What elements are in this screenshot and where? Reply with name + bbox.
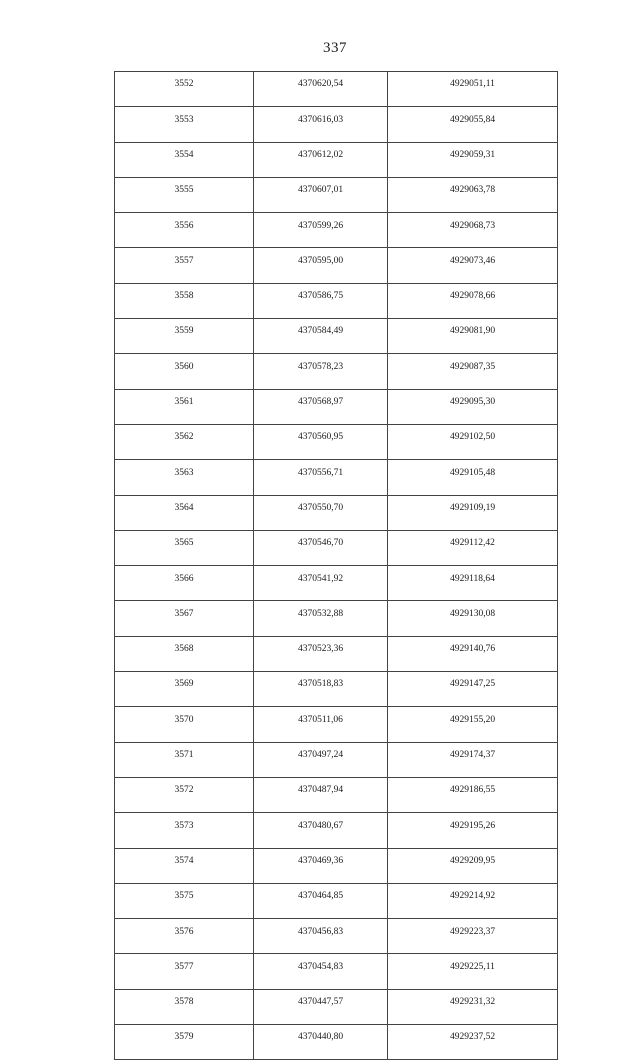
- point-number-cell: 3554: [115, 142, 254, 177]
- point-number-cell: 3565: [115, 530, 254, 565]
- x-coordinate-cell: 4370497,24: [254, 742, 388, 777]
- point-number-cell: 3562: [115, 424, 254, 459]
- x-coordinate-cell: 4370595,00: [254, 248, 388, 283]
- x-coordinate-cell: 4370518,83: [254, 672, 388, 707]
- table-row: [115, 72, 558, 107]
- table-row: [115, 742, 558, 777]
- x-coordinate-cell: 4370586,75: [254, 283, 388, 318]
- point-number-cell: 3556: [115, 213, 254, 248]
- y-coordinate-cell: 4929051,11: [388, 72, 558, 107]
- x-coordinate-cell: 4370616,03: [254, 107, 388, 142]
- table-row: [115, 354, 558, 389]
- point-number-cell: 3568: [115, 636, 254, 671]
- table-row: [115, 954, 558, 989]
- x-coordinate-cell: 4370447,57: [254, 989, 388, 1024]
- y-coordinate-cell: 4929195,26: [388, 813, 558, 848]
- table-row: [115, 530, 558, 565]
- y-coordinate-cell: 4929155,20: [388, 707, 558, 742]
- y-coordinate-cell: 4929078,66: [388, 283, 558, 318]
- y-coordinate-cell: 4929102,50: [388, 424, 558, 459]
- table-row: [115, 142, 558, 177]
- y-coordinate-cell: 4929225,11: [388, 954, 558, 989]
- y-coordinate-cell: 4929112,42: [388, 530, 558, 565]
- x-coordinate-cell: 4370556,71: [254, 460, 388, 495]
- x-coordinate-cell: 4370523,36: [254, 636, 388, 671]
- y-coordinate-cell: 4929140,76: [388, 636, 558, 671]
- y-coordinate-cell: 4929130,08: [388, 601, 558, 636]
- table-row: [115, 883, 558, 918]
- point-number-cell: 3558: [115, 283, 254, 318]
- x-coordinate-cell: 4370584,49: [254, 319, 388, 354]
- point-number-cell: 3566: [115, 566, 254, 601]
- table-row: [115, 1025, 558, 1060]
- y-coordinate-cell: 4929095,30: [388, 389, 558, 424]
- point-number-cell: 3572: [115, 777, 254, 812]
- point-number-cell: 3575: [115, 883, 254, 918]
- y-coordinate-cell: 4929087,35: [388, 354, 558, 389]
- point-number-cell: 3563: [115, 460, 254, 495]
- x-coordinate-cell: 4370469,36: [254, 848, 388, 883]
- x-coordinate-cell: 4370440,80: [254, 1025, 388, 1060]
- x-coordinate-cell: 4370456,83: [254, 919, 388, 954]
- table-row: [115, 672, 558, 707]
- point-number-cell: 3567: [115, 601, 254, 636]
- y-coordinate-cell: 4929147,25: [388, 672, 558, 707]
- table-row: [115, 460, 558, 495]
- table-row: [115, 177, 558, 212]
- x-coordinate-cell: 4370541,92: [254, 566, 388, 601]
- x-coordinate-cell: 4370607,01: [254, 177, 388, 212]
- point-number-cell: 3577: [115, 954, 254, 989]
- table-row: [115, 424, 558, 459]
- point-number-cell: 3552: [115, 72, 254, 107]
- table-row: [115, 848, 558, 883]
- table-row: [115, 566, 558, 601]
- point-number-cell: 3578: [115, 989, 254, 1024]
- table-row: [115, 283, 558, 318]
- point-number-cell: 3576: [115, 919, 254, 954]
- point-number-cell: 3560: [115, 354, 254, 389]
- x-coordinate-cell: 4370612,02: [254, 142, 388, 177]
- table-row: [115, 813, 558, 848]
- x-coordinate-cell: 4370532,88: [254, 601, 388, 636]
- table-row: [115, 389, 558, 424]
- table-row: [115, 989, 558, 1024]
- table-row: [115, 107, 558, 142]
- point-number-cell: 3559: [115, 319, 254, 354]
- y-coordinate-cell: 4929105,48: [388, 460, 558, 495]
- y-coordinate-cell: 4929068,73: [388, 213, 558, 248]
- x-coordinate-cell: 4370568,97: [254, 389, 388, 424]
- y-coordinate-cell: 4929063,78: [388, 177, 558, 212]
- x-coordinate-cell: 4370480,67: [254, 813, 388, 848]
- x-coordinate-cell: 4370454,83: [254, 954, 388, 989]
- point-number-cell: 3573: [115, 813, 254, 848]
- x-coordinate-cell: 4370487,94: [254, 777, 388, 812]
- x-coordinate-cell: 4370620,54: [254, 72, 388, 107]
- point-number-cell: 3555: [115, 177, 254, 212]
- y-coordinate-cell: 4929186,55: [388, 777, 558, 812]
- y-coordinate-cell: 4929118,64: [388, 566, 558, 601]
- x-coordinate-cell: 4370464,85: [254, 883, 388, 918]
- x-coordinate-cell: 4370599,26: [254, 213, 388, 248]
- point-number-cell: 3553: [115, 107, 254, 142]
- y-coordinate-cell: 4929223,37: [388, 919, 558, 954]
- table-row: [115, 495, 558, 530]
- y-coordinate-cell: 4929109,19: [388, 495, 558, 530]
- y-coordinate-cell: 4929059,31: [388, 142, 558, 177]
- point-number-cell: 3569: [115, 672, 254, 707]
- point-number-cell: 3561: [115, 389, 254, 424]
- y-coordinate-cell: 4929081,90: [388, 319, 558, 354]
- table-row: [115, 707, 558, 742]
- point-number-cell: 3570: [115, 707, 254, 742]
- point-number-cell: 3571: [115, 742, 254, 777]
- y-coordinate-cell: 4929209,95: [388, 848, 558, 883]
- y-coordinate-cell: 4929237,52: [388, 1025, 558, 1060]
- x-coordinate-cell: 4370578,23: [254, 354, 388, 389]
- point-number-cell: 3564: [115, 495, 254, 530]
- coordinates-table-body: [115, 72, 558, 1060]
- table-row: [115, 636, 558, 671]
- x-coordinate-cell: 4370550,70: [254, 495, 388, 530]
- point-number-cell: 3574: [115, 848, 254, 883]
- table-row: [115, 248, 558, 283]
- x-coordinate-cell: 4370560,95: [254, 424, 388, 459]
- page-number: 337: [323, 40, 347, 56]
- table-row: [115, 919, 558, 954]
- y-coordinate-cell: 4929174,37: [388, 742, 558, 777]
- point-number-cell: 3557: [115, 248, 254, 283]
- y-coordinate-cell: 4929231,32: [388, 989, 558, 1024]
- x-coordinate-cell: 4370546,70: [254, 530, 388, 565]
- point-number-cell: 3579: [115, 1025, 254, 1060]
- table-row: [115, 319, 558, 354]
- x-coordinate-cell: 4370511,06: [254, 707, 388, 742]
- table-row: [115, 601, 558, 636]
- y-coordinate-cell: 4929214,92: [388, 883, 558, 918]
- y-coordinate-cell: 4929073,46: [388, 248, 558, 283]
- table-row: [115, 777, 558, 812]
- table-row: [115, 213, 558, 248]
- coordinates-table: [114, 71, 558, 1060]
- y-coordinate-cell: 4929055,84: [388, 107, 558, 142]
